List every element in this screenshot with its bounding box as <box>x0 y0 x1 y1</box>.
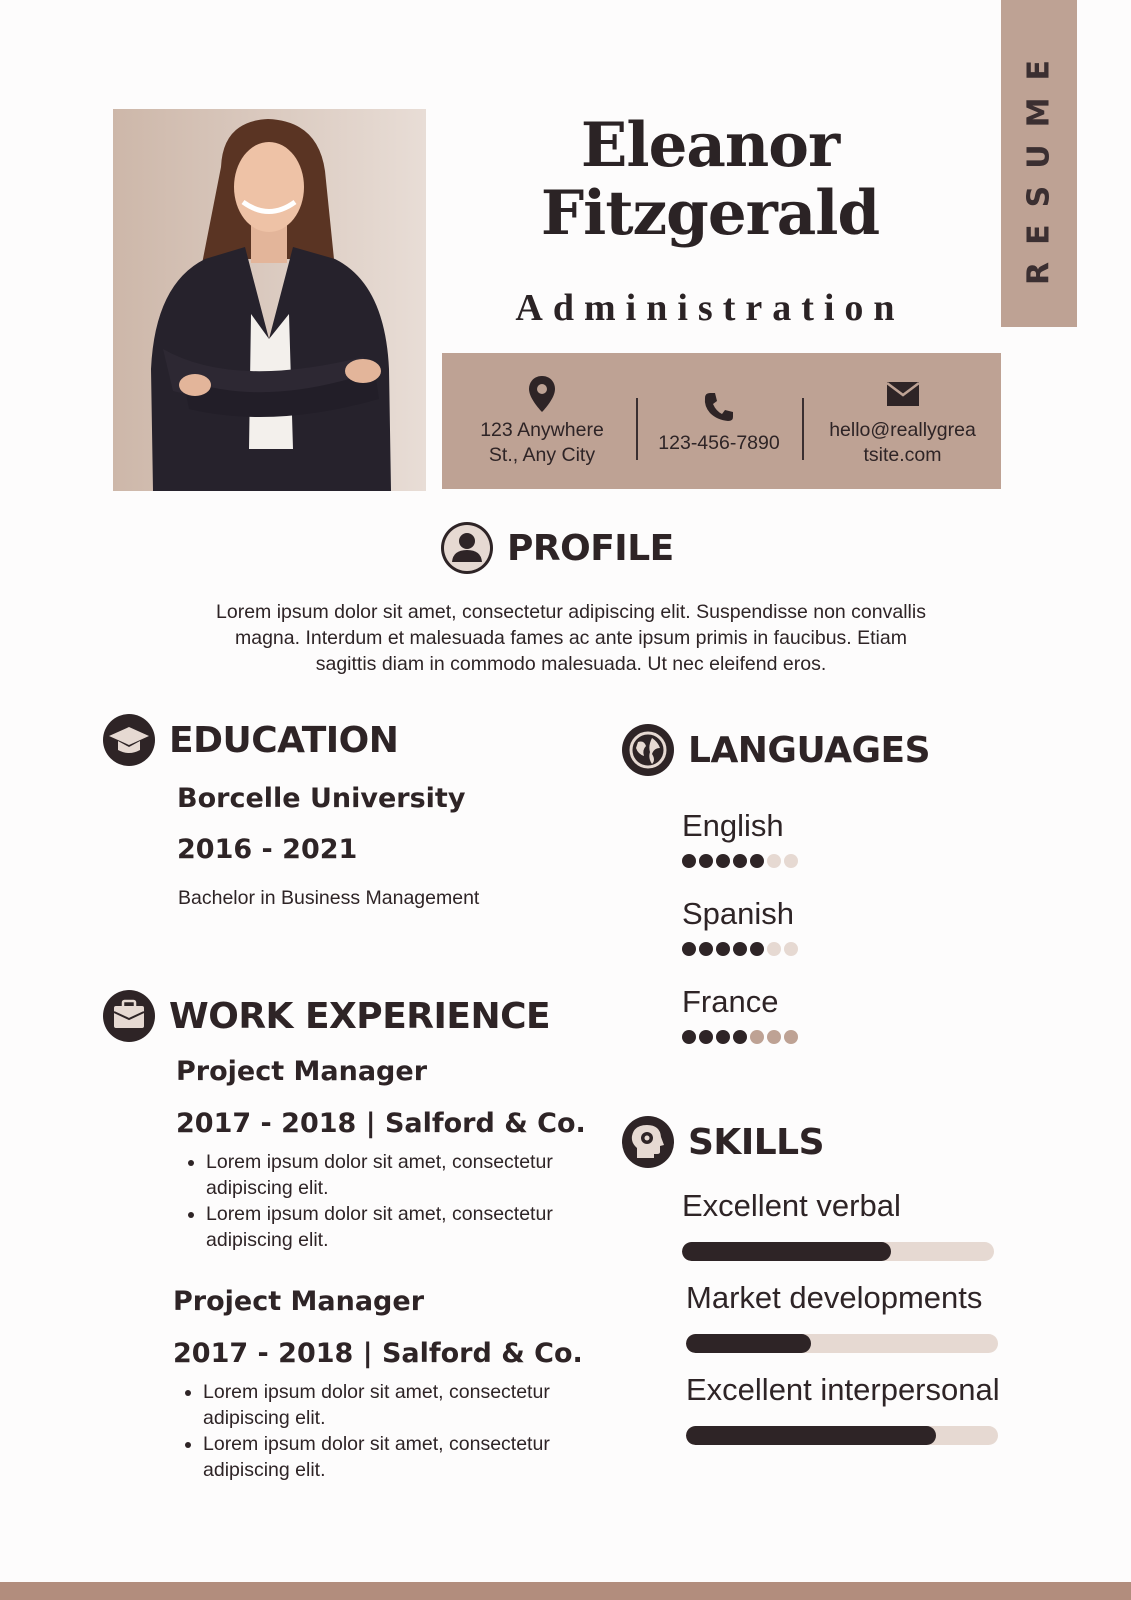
profile-text-line: sagittis diam in commodo malesuada. Ut nec eleifend eros. <box>315 653 827 675</box>
language-item <box>682 984 798 1044</box>
rating-dot-filled <box>750 942 764 956</box>
skill-name: Excellent verbal <box>682 1188 901 1223</box>
rating-dot-filled <box>682 854 696 868</box>
work-title: WORK EXPERIENCE <box>169 995 551 1037</box>
education-title: EDUCATION <box>169 719 399 761</box>
job-bullets <box>173 1379 623 1483</box>
rating-dot-filled <box>699 942 713 956</box>
job-role: Project Manager <box>173 1286 425 1317</box>
job-period: 2017 - 2018 | Salford & Co. <box>173 1338 583 1369</box>
job-bullet: • Lorem ipsum dolor sit amet, consectetur adipiscing elit. <box>203 1431 623 1483</box>
job-role: Project Manager <box>176 1056 428 1087</box>
rating-dot-empty <box>784 1030 798 1044</box>
degree: Bachelor in Business Management <box>178 887 480 909</box>
language-item <box>682 808 798 868</box>
rating-dot-filled <box>733 1030 747 1044</box>
job-title: Administration <box>515 287 905 329</box>
rating-dot-empty <box>767 854 781 868</box>
resume-tab <box>1001 0 1077 327</box>
rating-dot-filled <box>682 942 696 956</box>
rating-dot-filled <box>716 1030 730 1044</box>
skill-item <box>682 1188 994 1261</box>
language-rating <box>682 942 798 956</box>
skill-bar-fill <box>686 1426 936 1445</box>
contact-email <box>804 353 1001 489</box>
profile-text-line: magna. Interdum et malesuada fames ac ante ipsum primis in faucibus. Etiam <box>235 627 907 649</box>
address-line2: St., Any City <box>488 444 596 466</box>
language-rating <box>682 854 798 868</box>
rating-dot-filled <box>699 1030 713 1044</box>
work-heading <box>103 990 550 1042</box>
job-bullet: • Lorem ipsum dolor sit amet, consectetur adipiscing elit. <box>206 1149 626 1201</box>
skill-item <box>686 1280 998 1353</box>
skill-bar-fill <box>686 1334 811 1353</box>
briefcase-icon <box>103 990 155 1042</box>
profile-photo <box>113 109 426 491</box>
skill-bar-fill <box>682 1242 891 1261</box>
education-heading <box>103 714 398 766</box>
first-name: Eleanor <box>580 110 840 181</box>
skills-heading <box>622 1116 824 1168</box>
language-name: Spanish <box>682 896 795 931</box>
skill-bar-track <box>682 1242 994 1261</box>
job-entry <box>173 1286 623 1483</box>
address-line1: 123 Anywhere <box>480 419 604 441</box>
profile-heading <box>441 522 674 574</box>
skill-name: Market developments <box>686 1280 983 1315</box>
contact-bar <box>442 353 1001 489</box>
job-bullet: • Lorem ipsum dolor sit amet, consectetur adipiscing elit. <box>206 1201 626 1253</box>
user-icon <box>441 522 493 574</box>
job-bullets <box>176 1149 626 1253</box>
location-pin-icon <box>528 374 556 414</box>
language-name: France <box>682 984 779 1019</box>
envelope-icon <box>886 374 920 414</box>
last-name: Fitzgerald <box>540 178 880 249</box>
rating-dot-empty <box>784 854 798 868</box>
contact-address <box>442 353 642 489</box>
rating-dot-filled <box>750 854 764 868</box>
rating-dot-empty <box>784 942 798 956</box>
languages-title: LANGUAGES <box>688 729 931 771</box>
job-entry <box>176 1056 626 1253</box>
rating-dot-filled <box>716 942 730 956</box>
school-name: Borcelle University <box>177 783 466 814</box>
rating-dot-filled <box>682 1030 696 1044</box>
head-gear-icon <box>622 1116 674 1168</box>
full-name <box>500 112 920 248</box>
graduation-cap-icon <box>103 714 155 766</box>
job-period: 2017 - 2018 | Salford & Co. <box>176 1108 586 1139</box>
email-line1: hello@reallygrea <box>829 419 976 441</box>
rating-dot-empty <box>767 1030 781 1044</box>
rating-dot-filled <box>733 942 747 956</box>
profile-summary <box>150 599 992 677</box>
language-item <box>682 896 798 956</box>
languages-heading <box>622 724 930 776</box>
rating-dot-empty <box>767 942 781 956</box>
resume-label: RESUME <box>1021 42 1057 285</box>
rating-dot-filled <box>716 854 730 868</box>
skills-title: SKILLS <box>688 1121 825 1163</box>
language-name: English <box>682 808 784 843</box>
phone-icon <box>703 387 735 427</box>
rating-dot-empty <box>750 1030 764 1044</box>
phone-number: 123-456-7890 <box>658 431 780 454</box>
rating-dot-filled <box>699 854 713 868</box>
profile-text-line: Lorem ipsum dolor sit amet, consectetur adipiscing elit. Suspendisse non convallis <box>216 601 926 623</box>
language-rating <box>682 1030 798 1044</box>
contact-phone <box>638 353 800 489</box>
education-years: 2016 - 2021 <box>177 834 358 865</box>
skill-name: Excellent interpersonal <box>686 1372 1000 1407</box>
footer-bar <box>0 1582 1131 1600</box>
globe-icon <box>622 724 674 776</box>
profile-title: PROFILE <box>507 527 674 569</box>
skill-item <box>686 1372 1000 1445</box>
rating-dot-filled <box>733 854 747 868</box>
skill-bar-track <box>686 1334 998 1353</box>
skill-bar-track <box>686 1426 998 1445</box>
job-bullet: • Lorem ipsum dolor sit amet, consectetur adipiscing elit. <box>203 1379 623 1431</box>
email-line2: tsite.com <box>863 444 942 466</box>
